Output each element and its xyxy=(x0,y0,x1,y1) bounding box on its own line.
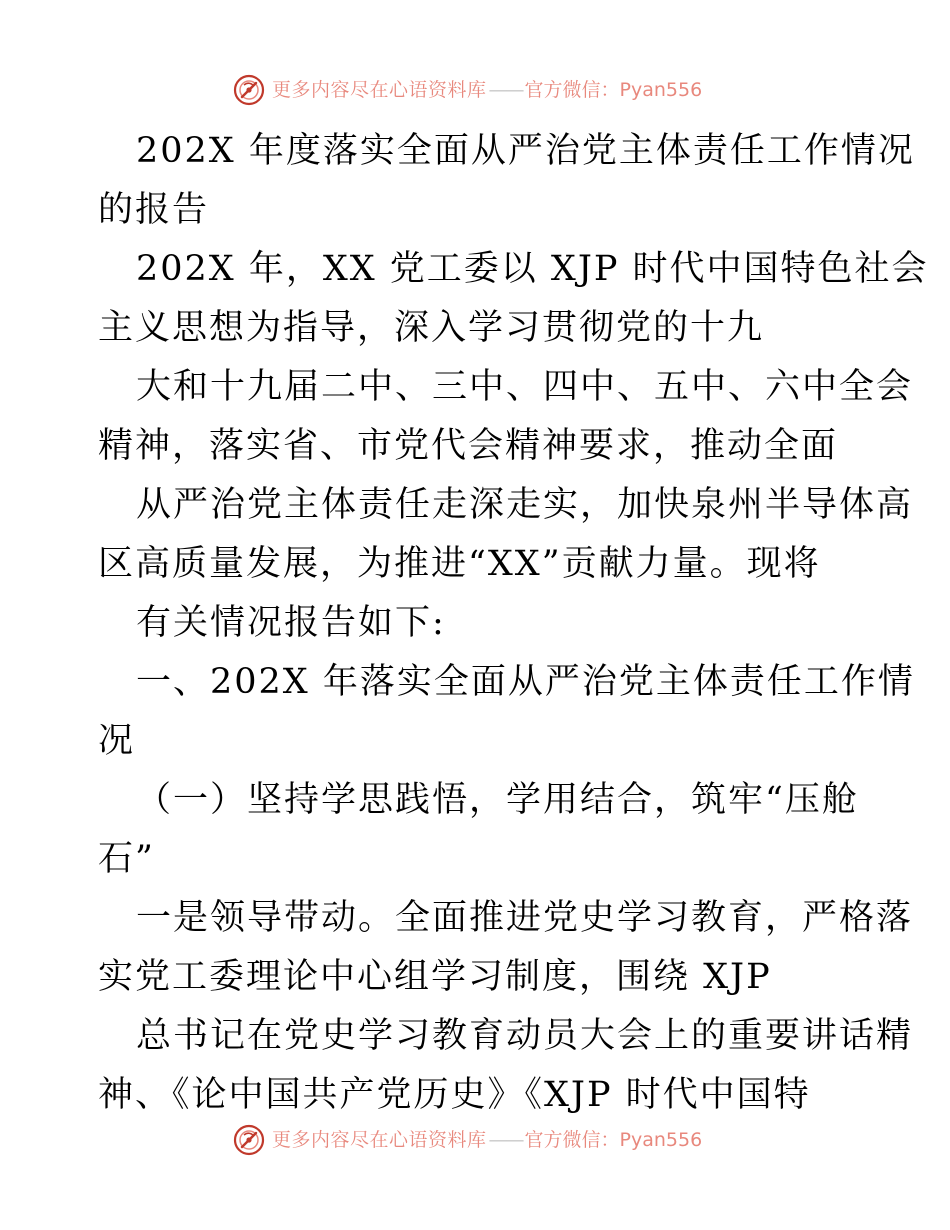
document-body xyxy=(98,122,929,1125)
watermark-name: 更多内容尽在心语资料库 xyxy=(272,79,487,101)
text-line: 的报告 xyxy=(98,190,210,230)
header-watermark xyxy=(232,73,712,107)
text-line: 神、《论中国共产党历史》《XJP 时代中国特 xyxy=(98,1075,811,1115)
text-line: 况 xyxy=(98,721,136,761)
watermark-account: Pyan556 xyxy=(619,79,703,101)
text-line: 石” xyxy=(98,839,155,879)
text-line: 从严治党主体责任走深走实，加快泉州半导体高 xyxy=(136,485,914,525)
text-line: （一）坚持学思践悟，学用结合，筑牢“压舱 xyxy=(136,780,859,820)
text-line: 一、202X 年落实全面从严治党主体责任工作情 xyxy=(136,662,915,702)
watermark-account: Pyan556 xyxy=(619,1129,703,1151)
text-line: 主义思想为指导，深入学习贯彻党的十九 xyxy=(98,308,765,348)
watermark-label: 官方微信： xyxy=(524,79,620,101)
text-line: 202X 年度落实全面从严治党主体责任工作情况 xyxy=(136,131,915,171)
watermark-label: 官方微信： xyxy=(524,1129,620,1151)
text-line: 大和十九届二中、三中、四中、五中、六中全会 xyxy=(136,367,914,407)
text-line: 实党工委理论中心组学习制度，围绕 XJP xyxy=(98,957,772,997)
seal-logo-icon xyxy=(232,73,266,107)
watermark-separator: —— xyxy=(488,1129,523,1151)
text-line: 有关情况报告如下: xyxy=(136,603,446,643)
watermark-name: 更多内容尽在心语资料库 xyxy=(272,1129,487,1151)
text-line: 区高质量发展，为推进“XX”贡献力量。现将 xyxy=(98,544,821,584)
text-line: 一是领导带动。全面推进党史学习教育，严格落 xyxy=(136,898,914,938)
footer-watermark xyxy=(232,1123,712,1157)
seal-logo-icon xyxy=(232,1123,266,1157)
text-line: 总书记在党史学习教育动员大会上的重要讲话精 xyxy=(136,1016,914,1056)
text-line: 精神，落实省、市党代会精神要求，推动全面 xyxy=(98,426,839,466)
text-line: 202X 年，XX 党工委以 XJP 时代中国特色社会 xyxy=(136,249,929,289)
watermark-separator: —— xyxy=(488,79,523,101)
